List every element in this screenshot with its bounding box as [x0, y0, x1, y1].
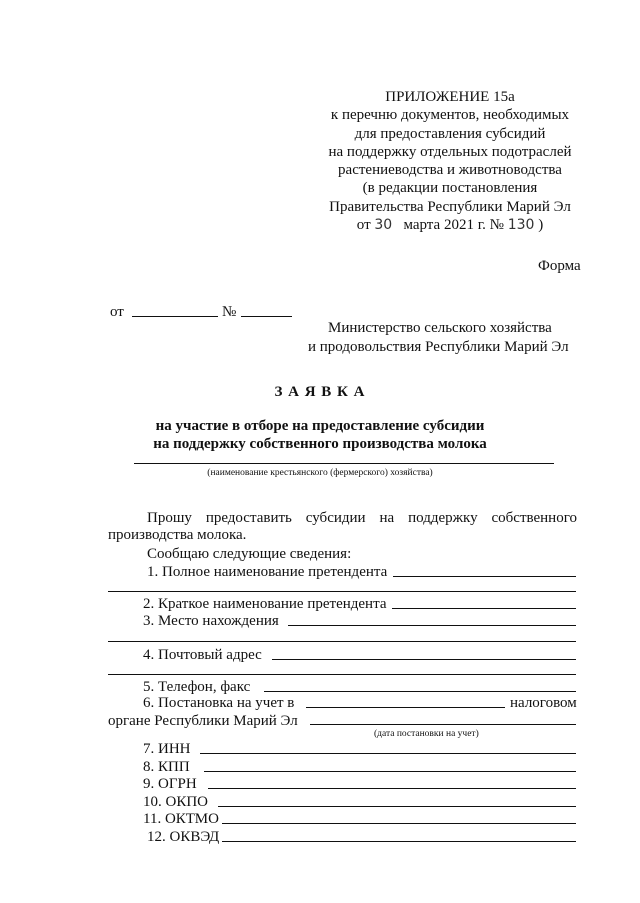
- field-6-date-line[interactable]: [310, 724, 576, 725]
- field-12-line[interactable]: [222, 841, 576, 842]
- appendix-line-5: (в редакции постановления: [362, 180, 538, 197]
- field-1-label: 1. Полное наименование претендента: [147, 564, 388, 580]
- page-title: З А Я В К А: [274, 384, 366, 400]
- appendix-line-2: для предоставления субсидий: [354, 125, 546, 142]
- field-7-label: 7. ИНН: [143, 741, 191, 757]
- appendix-line-6: Правительства Республики Марий Эл: [329, 198, 571, 215]
- field-11-line[interactable]: [222, 823, 576, 824]
- subheading-line-1: на участие в отборе на предоставление субсидии: [155, 418, 485, 434]
- appendix-date-line: [300, 216, 600, 234]
- appendix-date-rest: марта 2021 г. №: [403, 217, 504, 234]
- from-label: от: [110, 304, 124, 320]
- appendix-close-paren: ): [538, 217, 544, 234]
- field-10-label: 10. ОКПО: [143, 794, 209, 810]
- field-4-line-2[interactable]: [108, 674, 576, 675]
- field-8-label: 8. КПП: [143, 759, 190, 775]
- field-3-label: 3. Место нахождения: [143, 613, 279, 629]
- field-1-line-2[interactable]: [108, 591, 576, 592]
- field-9-line[interactable]: [208, 788, 576, 789]
- field-5-line[interactable]: [264, 691, 576, 692]
- farm-name-line[interactable]: [134, 463, 554, 464]
- field-6-label: 6. Постановка на учет в: [143, 695, 295, 711]
- recipient-line-2: и продовольствия Республики Марий Эл: [308, 339, 569, 355]
- info-intro: Сообщаю следующие сведения:: [147, 546, 352, 562]
- field-4-line[interactable]: [272, 659, 576, 660]
- farm-caption: (наименование крестьянского (фермерского) хозяйства): [207, 468, 433, 478]
- request-line-1: Прошу предоставить субсидии на поддержку собственного: [147, 510, 577, 526]
- field-6-caption: (дата постановки на учет): [374, 729, 479, 739]
- field-6-label-cont: налоговом: [510, 695, 577, 711]
- subheading-line-2: на поддержку собственного производства молока: [153, 436, 487, 452]
- field-12-label: 12. ОКВЭД: [147, 829, 220, 845]
- field-2-label: 2. Краткое наименование претендента: [143, 596, 387, 612]
- number-field-line[interactable]: [241, 316, 292, 317]
- field-5-label: 5. Телефон, факс: [143, 679, 251, 695]
- field-2-line[interactable]: [392, 608, 576, 609]
- number-label: №: [222, 304, 237, 320]
- field-8-line[interactable]: [204, 771, 576, 772]
- field-4-label: 4. Почтовый адрес: [143, 647, 262, 663]
- field-6-line[interactable]: [306, 707, 505, 708]
- appendix-date-prefix: от: [356, 217, 371, 234]
- appendix-line-4: растениеводства и животноводства: [338, 162, 562, 179]
- field-10-line[interactable]: [218, 806, 576, 807]
- field-11-label: 11. ОКТМО: [143, 811, 219, 827]
- appendix-line-3: на поддержку отдельных подотраслей: [328, 143, 572, 160]
- field-3-line-2[interactable]: [108, 641, 576, 642]
- field-3-line[interactable]: [288, 625, 576, 626]
- field-9-label: 9. ОГРН: [143, 776, 197, 792]
- field-7-line[interactable]: [200, 753, 576, 754]
- request-line-2: производства молока.: [108, 527, 247, 543]
- date-field-line[interactable]: [132, 316, 218, 317]
- appendix-date-day: 30: [374, 217, 393, 234]
- appendix-number: 130: [507, 217, 535, 234]
- form-label: Форма: [538, 258, 581, 274]
- appendix-block: [300, 88, 600, 234]
- recipient-line-1: Министерство сельского хозяйства: [328, 320, 552, 336]
- field-6-label-2: органе Республики Марий Эл: [108, 713, 298, 729]
- field-1-line[interactable]: [393, 576, 576, 577]
- appendix-title: ПРИЛОЖЕНИЕ 15а: [385, 89, 515, 105]
- appendix-line-1: к перечню документов, необходимых: [330, 107, 570, 124]
